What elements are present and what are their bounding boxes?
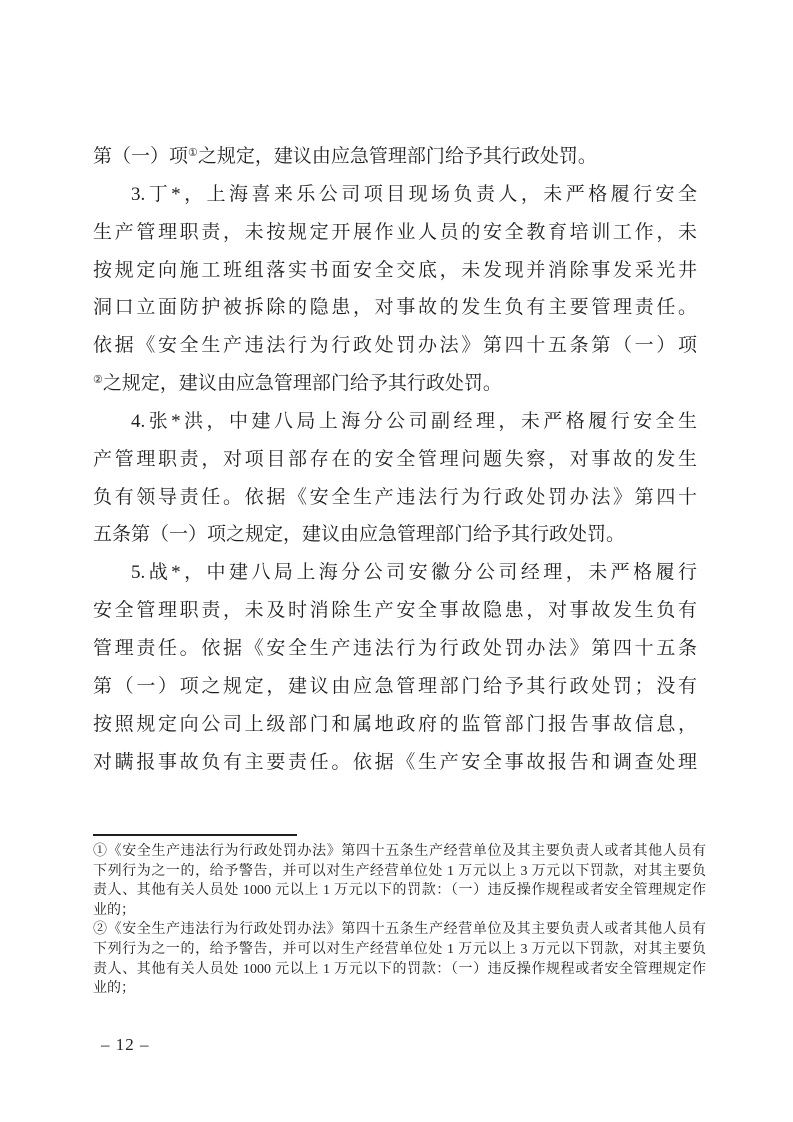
body-text-line: 对瞒报事故负有主要责任。依据《生产安全事故报告和调查处理	[93, 751, 697, 773]
body-text-line: 安全管理职责，未及时消除生产安全事故隐患，对事故发生负有	[93, 600, 697, 622]
body-text-line: ②之规定，建议由应急管理部门给予其行政处罚。	[93, 373, 502, 395]
body-text-line: 第（一）项之规定，建议由应急管理部门给予其行政处罚；没有	[93, 675, 697, 697]
page-number: – 12 –	[101, 1035, 150, 1054]
body-text-line: 负有领导责任。依据《安全生产违法行为行政处罚办法》第四十	[93, 486, 697, 508]
body-text-line: 5.战*，中建八局上海分公司安徽分公司经理，未严格履行	[131, 562, 697, 584]
footnote-reference-mark: ②	[93, 374, 103, 387]
body-text-line: 产管理职责，对项目部存在的安全管理问题失察，对事故的发生	[93, 448, 697, 470]
body-text-line: 洞口立面防护被拆除的隐患，对事故的发生负有主要管理责任。	[93, 297, 697, 319]
body-text-line: 依据《安全生产违法行为行政处罚办法》第四十五条第（一）项	[93, 335, 697, 357]
body-text-line: 4.张*洪，中建八局上海分公司副经理，未严格履行安全生	[131, 410, 697, 432]
body-text-line: 管理责任。依据《安全生产违法行为行政处罚办法》第四十五条	[93, 637, 697, 659]
document-body	[93, 138, 697, 781]
body-text-line: 第（一）项①之规定，建议由应急管理部门给予其行政处罚。	[93, 146, 597, 167]
footnote-text-line: 业的；	[93, 981, 135, 997]
footnote-reference-mark: ①	[188, 146, 198, 159]
footnotes-section	[93, 842, 706, 999]
body-text-line: 五条第（一）项之规定，建议由应急管理部门给予其行政处罚。	[93, 524, 626, 546]
body-text-line: 按规定向施工班组落实书面安全交底，未发现并消除事发采光井	[93, 259, 697, 281]
footnote-text-line: 业的；	[93, 902, 135, 918]
body-text-line: 生产管理职责，未按规定开展作业人员的安全教育培训工作，未	[93, 221, 697, 243]
body-text-line: 3.丁*，上海喜来乐公司项目现场负责人，未严格履行安全	[131, 183, 697, 205]
footnote-text-line: 责人、其他有关人员处 1000 元以上 1 万元以下的罚款：（一）违反操作规程或者安全管理规定作	[93, 961, 706, 977]
footnote-text-line: 下列行为之一的，给予警告，并可以对生产经营单位处 1 万元以上 3 万元以下罚款，对其主要负	[93, 863, 706, 879]
footnote-text-line: 下列行为之一的，给予警告，并可以对生产经营单位处 1 万元以上 3 万元以下罚款，对其主要负	[93, 941, 706, 957]
body-text-line: 按照规定向公司上级部门和属地政府的监管部门报告事故信息，	[93, 713, 697, 735]
footnote-text-line: ②《安全生产违法行为行政处罚办法》第四十五条生产经营单位及其主要负责人或者其他人员有	[93, 922, 706, 938]
footnote-text-line: ①《安全生产违法行为行政处罚办法》第四十五条生产经营单位及其主要负责人或者其他人员有	[93, 844, 706, 859]
footnote-separator-line	[93, 834, 297, 836]
footnote-text-line: 责人、其他有关人员处 1000 元以上 1 万元以下的罚款：（一）违反操作规程或者安全管理规定作	[93, 883, 706, 899]
